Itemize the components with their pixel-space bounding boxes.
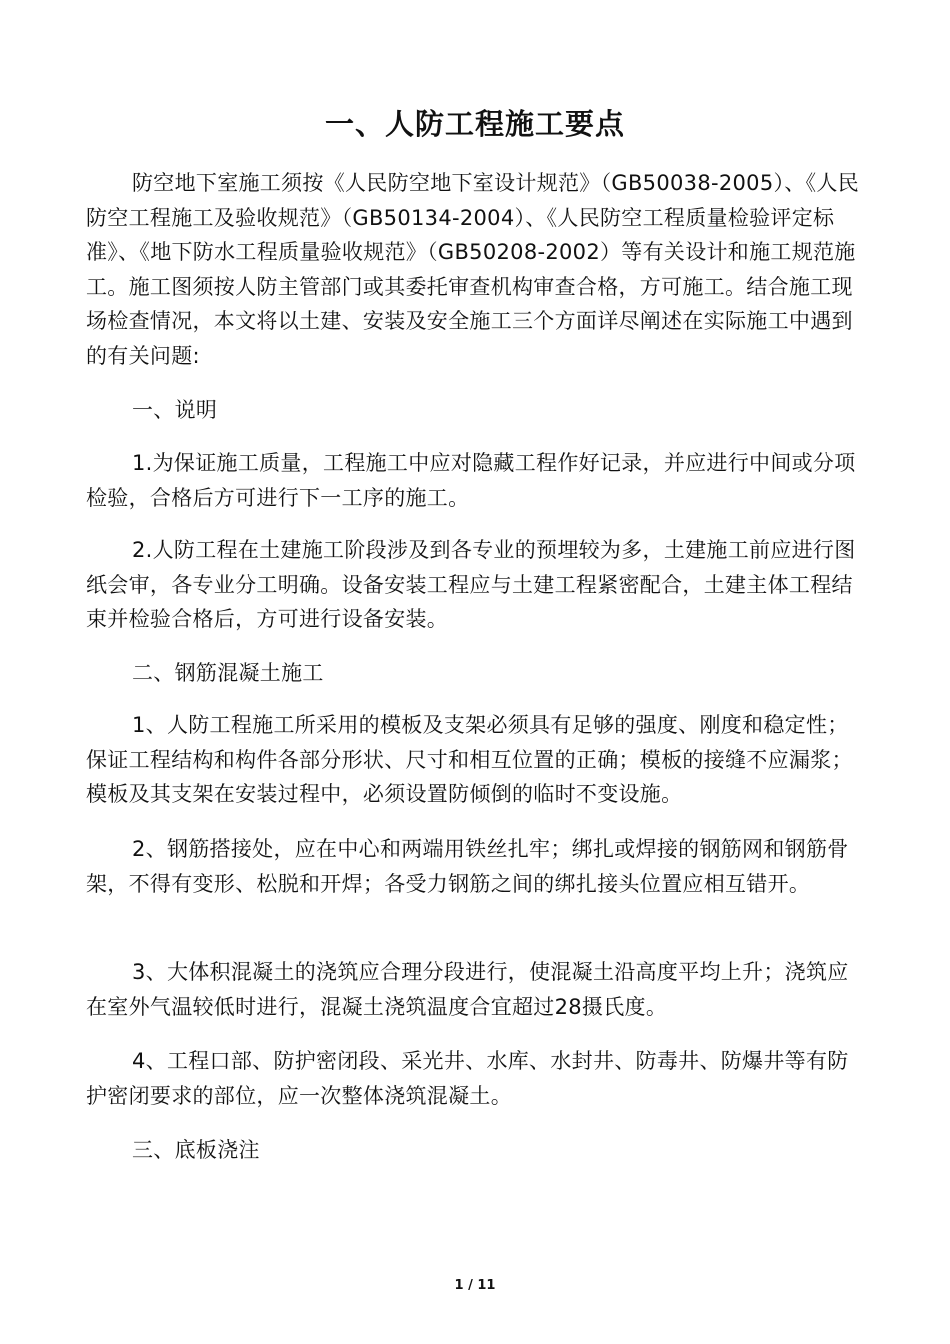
section-heading-3: 三、底板浇注 [132, 1138, 260, 1162]
section-heading-2: 二、钢筋混凝土施工 [132, 661, 324, 685]
section1-item-1: 1.为保证施工质量，工程施工中应对隐藏工程作好记录，并应进行中间或分项检验，合格后方可进行下一工序的施工。 [86, 451, 856, 510]
section2-item-1: 1、人防工程施工所采用的模板及支架必须具有足够的强度、刚度和稳定性；保证工程结构和构件各部分形状、尺寸和相互位置的正确；模板的接缝不应漏浆；模板及其支架在安装过程中，必须设置防倾倒的临时不变设施。 [86, 713, 853, 806]
document-title: 一、人防工程施工要点 [324, 107, 625, 141]
section-heading-1: 一、说明 [132, 398, 218, 422]
page-number: 1 / 11 [454, 1278, 496, 1293]
section2-item-3: 3、大体积混凝土的浇筑应合理分段进行，使混凝土沿高度平均上升；浇筑应在室外气温较低时进行，混凝土浇筑温度合宜超过28摄氏度。 [86, 960, 849, 1019]
section2-item-4: 4、工程口部、防护密闭段、采光井、水库、水封井、防毒井、防爆井等有防护密闭要求的部位，应一次整体浇筑混凝土。 [86, 1049, 849, 1108]
intro-paragraph: 防空地下室施工须按《人民防空地下室设计规范》（GB50038-2005）、《人民防空工程施工及验收规范》（GB50134-2004）、《人民防空工程质量检验评定标准》、《地下防水工程质量验收规范》（GB50208-2002）等有关设计和施工规范施工。施工图须按人防主管部门或其委托审查机构审查合格，方可施工。结合施工现场检查情况，本文将以土建、安装及安全施工三个方面详尽阐述在实际施工中遇到的有关问题: [86, 171, 860, 368]
section1-item-2: 2.人防工程在土建施工阶段涉及到各专业的预埋较为多，土建施工前应进行图纸会审，各专业分工明确。设备安装工程应与土建工程紧密配合，土建主体工程结束并检验合格后，方可进行设备安装。 [86, 538, 856, 631]
section2-item-2: 2、钢筋搭接处，应在中心和两端用铁丝扎牢；绑扎或焊接的钢筋网和钢筋骨架，不得有变形、松脱和开焊；各受力钢筋之间的绑扎接头位置应相互错开。 [86, 837, 849, 896]
